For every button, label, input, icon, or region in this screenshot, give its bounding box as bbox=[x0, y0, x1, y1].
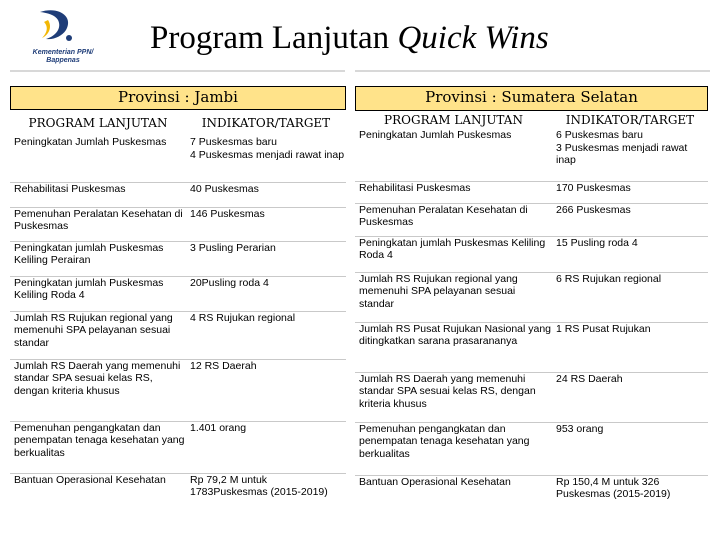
logo-line-2: Bappenas bbox=[46, 57, 80, 64]
table-row bbox=[10, 207, 346, 241]
target-cell: 266 Puskesmas bbox=[552, 203, 708, 236]
program-cell: Rehabilitasi Puskesmas bbox=[10, 182, 186, 207]
table-row bbox=[10, 359, 346, 421]
program-cell: Peningkatan Jumlah Puskesmas bbox=[14, 136, 167, 148]
target-cell: 15 Pusling roda 4 bbox=[552, 236, 708, 272]
program-cell: Pemenuhan pengangkatan dan penempatan tenaga kesehatan yang berkualitas bbox=[10, 421, 186, 473]
divider-right bbox=[355, 70, 710, 72]
table-row bbox=[10, 182, 346, 207]
program-cell: Rehabilitasi Puskesmas bbox=[355, 181, 552, 203]
page-title bbox=[150, 20, 549, 57]
panel-sumatera-selatan bbox=[355, 86, 708, 519]
logo-line-1: Kementerian PPN/ bbox=[32, 49, 94, 56]
program-cell: Jumlah RS Daerah yang memenuhi standar SPA sesuai kelas RS, dengan kriteria khusus bbox=[10, 359, 186, 421]
table-row bbox=[355, 475, 708, 519]
divider-left bbox=[10, 70, 345, 72]
table-row bbox=[355, 422, 708, 475]
table-row bbox=[355, 181, 708, 203]
program-table bbox=[355, 111, 708, 519]
target-cell: 24 RS Daerah bbox=[552, 372, 708, 422]
title-italic: Quick Wins bbox=[397, 20, 549, 56]
program-cell: Jumlah RS Pusat Rujukan Nasional yang ditingkatkan sarana prasarananya bbox=[355, 322, 552, 372]
program-cell: Peningkatan jumlah Puskesmas Keliling Roda 4 bbox=[10, 276, 186, 311]
target-cell: 953 orang bbox=[552, 422, 708, 475]
title-main: Program Lanjutan bbox=[150, 20, 398, 56]
target-cell: 1.401 orang bbox=[186, 421, 346, 473]
program-cell: Bantuan Operasional Kesehatan bbox=[355, 475, 552, 519]
table-row bbox=[355, 129, 708, 181]
table-row bbox=[355, 322, 708, 372]
target-cell bbox=[552, 129, 708, 181]
target-line: 7 Puskesmas baru 4 Puskesmas menjadi rawat inap bbox=[190, 136, 345, 161]
target-cell: 12 RS Daerah bbox=[186, 359, 346, 421]
program-cell: Jumlah RS Rujukan regional yang memenuhi SPA pelayanan sesuai standar bbox=[355, 272, 552, 322]
target-cell: 170 Puskesmas bbox=[552, 181, 708, 203]
target-cell: Rp 150,4 M untuk 326 Puskesmas (2015-2019) bbox=[552, 475, 708, 519]
col-header-target: INDIKATOR/TARGET bbox=[201, 115, 331, 130]
province-header: Provinsi : Jambi bbox=[10, 86, 346, 110]
logo bbox=[14, 6, 100, 68]
logo-text bbox=[18, 49, 108, 65]
program-cell: Pemenuhan pengangkatan dan penempatan tenaga kesehatan yang berkualitas bbox=[355, 422, 552, 475]
program-cell: Bantuan Operasional Kesehatan bbox=[10, 473, 186, 517]
program-table bbox=[10, 110, 346, 517]
table-row bbox=[355, 236, 708, 272]
target-cell: Rp 79,2 M untuk 1783Puskesmas (2015-2019) bbox=[186, 473, 346, 517]
program-cell: Peningkatan jumlah Puskesmas Keliling Roda 4 bbox=[355, 236, 552, 272]
table-row bbox=[10, 311, 346, 359]
table-row bbox=[355, 272, 708, 322]
program-cell: Jumlah RS Rujukan regional yang memenuhi SPA pelayanan sesuai standar bbox=[10, 311, 186, 359]
target-cell: 6 RS Rujukan regional bbox=[552, 272, 708, 322]
program-cell: Pemenuhan Peralatan Kesehatan di Puskesmas bbox=[355, 203, 552, 236]
target-line: 6 Puskesmas baru 3 Puskesmas menjadi rawat inap bbox=[556, 129, 688, 166]
province-header: Provinsi : Sumatera Selatan bbox=[355, 86, 708, 111]
target-cell: 3 Pusling Perarian bbox=[186, 241, 346, 276]
col-header-program: PROGRAM LANJUTAN bbox=[384, 112, 523, 127]
program-cell: Peningkatan jumlah Puskesmas Keliling Perairan bbox=[10, 241, 186, 276]
col-header-program: PROGRAM LANJUTAN bbox=[28, 115, 168, 130]
table-row bbox=[355, 203, 708, 236]
program-cell: Jumlah RS Daerah yang memenuhi standar SPA sesuai kelas RS, dengan kriteria khusus bbox=[355, 372, 552, 422]
target-cell bbox=[186, 136, 346, 182]
table-row bbox=[10, 421, 346, 473]
target-cell: 20Pusling roda 4 bbox=[186, 276, 346, 311]
program-cell: Pemenuhan Peralatan Kesehatan di Puskesmas bbox=[10, 207, 186, 241]
target-cell: 146 Puskesmas bbox=[186, 207, 346, 241]
table-row bbox=[10, 473, 346, 517]
target-cell: 1 RS Pusat Rujukan bbox=[552, 322, 708, 372]
table-row bbox=[10, 136, 346, 182]
panel-jambi bbox=[10, 86, 346, 517]
bappenas-logo-icon bbox=[36, 6, 80, 48]
target-cell: 4 RS Rujukan regional bbox=[186, 311, 346, 359]
target-cell: 40 Puskesmas bbox=[186, 182, 346, 207]
table-row bbox=[10, 241, 346, 276]
program-cell: Peningkatan Jumlah Puskesmas bbox=[359, 129, 512, 141]
table-row bbox=[355, 372, 708, 422]
col-header-target: INDIKATOR/TARGET bbox=[565, 112, 695, 127]
table-row bbox=[10, 276, 346, 311]
